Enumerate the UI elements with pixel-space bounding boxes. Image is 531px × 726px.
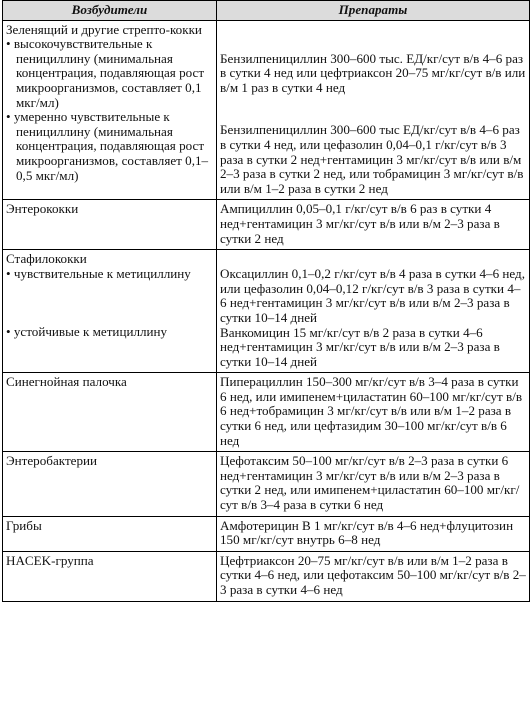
table-row <box>3 200 530 250</box>
drug-cell <box>217 551 530 601</box>
table-row <box>3 250 530 373</box>
pathogen-cell <box>3 200 217 250</box>
drug-regimen: Амфотерицин B 1 мг/кг/сут в/в 4–6 нед+флуцитозин 150 мг/кг/сут внутрь 6–8 нед <box>220 517 514 548</box>
pathogen-subgroup: • устойчивые к метициллину <box>6 325 213 340</box>
pathogen-name: Грибы <box>6 517 42 533</box>
drug-regimen: Цефотаксим 50–100 мг/кг/сут в/в 2–3 раза в сутки 6 нед+гентамицин 3 мг/кг/сут в/в или в/м 2–3 раза в сутки 2 нед, или имипенем+циластатин 60–100 мг/кг/сут в/в 3–4 раза в сутки 6 нед <box>220 453 520 513</box>
pathogen-cell <box>3 250 217 373</box>
pathogen-name: Стафилококки <box>6 251 87 267</box>
drug-cell <box>217 20 530 200</box>
drug-cell <box>217 516 530 551</box>
drug-regimen: Ампициллин 0,05–0,1 г/кг/сут в/в 6 раз в сутки 4 нед+гентамицин 3 мг/кг/сут в/в или в/м 2–3 раза в сутки 2 нед <box>220 201 500 246</box>
table-row <box>3 516 530 551</box>
pathogen-name: Энтерококки <box>6 201 79 217</box>
pathogen-subgroup: • чувствительные к метициллину <box>6 267 213 282</box>
drug-regimen: Бензилпенициллин 300–600 тыс. ЕД/кг/сут в/в 4–6 раз в сутки 4 нед или цефтриаксон 20–75 мг/кг/сут в/в или в/м 1 раз в сутки 4 нед <box>220 50 526 95</box>
drug-regimen: Оксациллин 0,1–0,2 г/кг/сут в/в 4 раза в сутки 4–6 нед, или цефазолин 0,04–0,12 г/кг/сут в/в 3 раза в сутки 4–6 нед+гентамицин 3 мг/кг/сут в/в или в/м 2–3 раза в сутки 10–14 дней <box>220 266 525 325</box>
drug-cell <box>217 373 530 452</box>
drug-cell <box>217 200 530 250</box>
drug-regimen: Ванкомицин 15 мг/кг/сут в/в 2 раза в сутки 4–6 нед+гентамицин 3 мг/кг/сут в/в или в/м 2–3 раза в сутки 10–14 дней <box>220 324 500 369</box>
header-pathogens: Возбудители <box>3 1 217 21</box>
header-drugs: Препараты <box>217 1 530 21</box>
drug-cell <box>217 452 530 516</box>
drug-regimen: Пиперациллин 150–300 мг/кг/сут в/в 3–4 раза в сутки 6 нед, или имипенем+циластатин 60–100 мг/кг/сут в/в 6 нед+тобрамицин 3 мг/кг/сут в/в или в/м 1–2 раза в сутки 6 нед, или цефтазидим 30–100 мг/кг/сут в/в 6 нед <box>220 374 523 448</box>
drug-regimen: Цефтриаксон 20–75 мг/кг/сут в/в или в/м 1–2 раза в сутки 4–6 нед, или цефотаксим 50–100 мг/кг/сут в/в 2–3 раза в сутки 4–6 нед <box>220 552 526 597</box>
table-row <box>3 20 530 200</box>
pathogen-cell <box>3 452 217 516</box>
table-row <box>3 551 530 601</box>
drug-cell <box>217 250 530 373</box>
pathogen-cell <box>3 551 217 601</box>
pathogen-cell <box>3 516 217 551</box>
treatment-table-document <box>2 0 529 602</box>
treatment-table <box>2 0 530 602</box>
pathogen-name: Зеленящий и другие стрепто-кокки <box>6 21 202 37</box>
table-header-row <box>3 1 530 21</box>
pathogen-subgroup: • высокочувствительные к пенициллину (минимальная концентрация, подавляющая рост микроорганизмов, составляет 0,1 мкг/мл) <box>6 37 213 110</box>
pathogen-name: Синегнойная палочка <box>6 374 127 390</box>
pathogen-name: Энтеробактерии <box>6 453 98 469</box>
table-row <box>3 452 530 516</box>
table-row <box>3 373 530 452</box>
drug-regimen: Бензилпенициллин 300–600 тыс ЕД/кг/сут в/в 4–6 раз в сутки 4 нед, или цефазолин 0,04–0,1 г/кг/сут в/в 3 раза в сутки 2 нед+гентамицин 3 мг/кг/сут в/в или в/м 2–3 раза в сутки 2 нед, или тобрамицин 3 мг/кг/сут в/в или в/м 1–2 раза в сутки 2 нед <box>220 122 524 196</box>
pathogen-cell <box>3 373 217 452</box>
pathogen-cell <box>3 20 217 200</box>
pathogen-subgroup: • умеренно чувствительные к пенициллину (минимальная концентрация, подавляющая рост микроорганизмов, составляет 0,1–0,5 мкг/мл) <box>6 110 213 183</box>
pathogen-name: HACEK-группа <box>6 552 94 568</box>
